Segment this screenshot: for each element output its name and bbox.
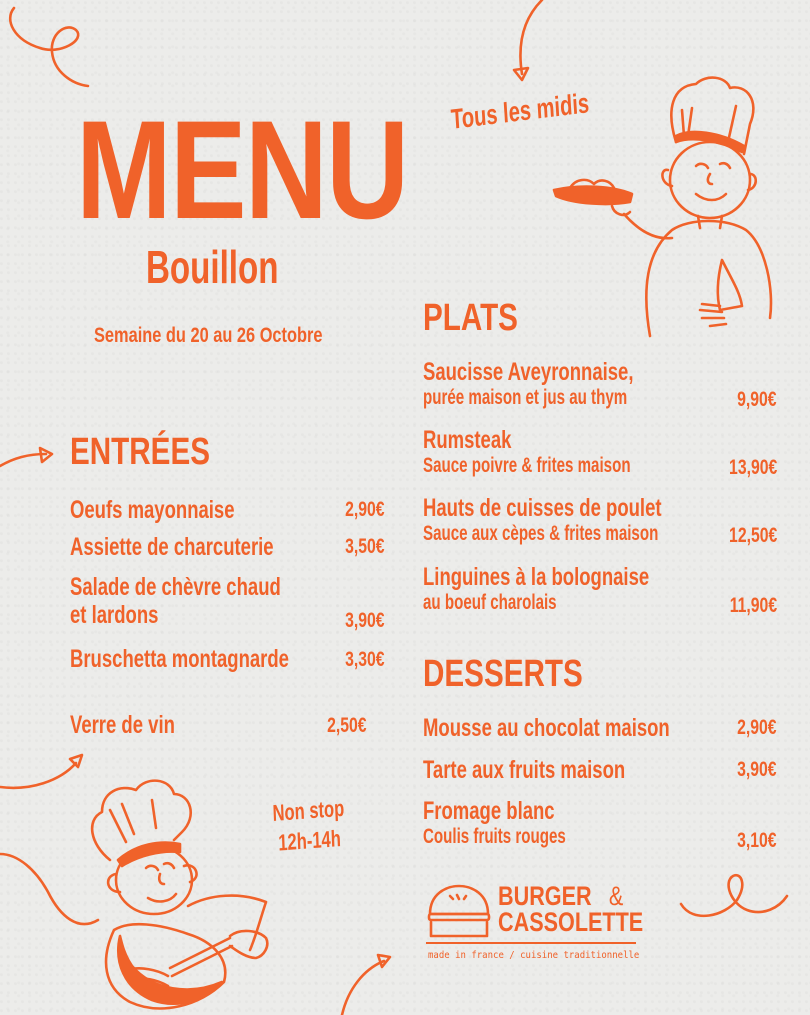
item-description: purée maison et jus au thym (423, 386, 628, 409)
hours-line1: Non stop (272, 794, 345, 826)
plats-title: PLATS (423, 297, 518, 339)
arrow-wine-icon (0, 745, 90, 795)
burger-icon (426, 884, 492, 940)
swirl-top-left-icon (0, 0, 100, 100)
item-price: 11,90€ (729, 594, 777, 617)
menu-item (423, 358, 707, 410)
brand-logo (426, 880, 644, 970)
logo-line1: BURGER & (498, 881, 624, 911)
item-price: 2,90€ (737, 716, 777, 739)
logo-line2: CASSOLETTE (498, 907, 644, 937)
item-price: 2,90€ (345, 498, 385, 521)
logo-tagline: made in france / cuisine traditionnelle (428, 950, 640, 961)
logo-divider (426, 942, 636, 944)
desserts-title: DESSERTS (423, 653, 583, 695)
menu-item (423, 426, 711, 478)
item-price: 3,90€ (737, 758, 777, 781)
menu-item (423, 494, 750, 546)
item-description: Sauce aux cèpes & frites maison (423, 522, 659, 545)
item-name: Assiette de charcuterie (70, 533, 274, 561)
item-name: Tarte aux fruits maison (423, 756, 626, 784)
item-price: 12,50€ (728, 524, 777, 547)
menu-item (70, 533, 345, 561)
lunch-callout: Tous les midis (450, 87, 590, 135)
item-name: Bruschetta montagnarde (70, 645, 289, 673)
drink-item (70, 711, 212, 739)
menu-item (423, 714, 756, 742)
menu-title: MENU (76, 91, 408, 248)
item-name: Mousse au chocolat maison (423, 714, 670, 742)
item-name: Fromage blanc (423, 797, 555, 825)
arrow-entrees-icon (0, 440, 60, 480)
item-price: 3,50€ (345, 535, 385, 558)
menu-item (70, 496, 292, 524)
menu-item (70, 573, 355, 629)
chef-with-bowl-illustration (80, 770, 280, 1010)
item-price: 3,90€ (345, 609, 385, 632)
item-name: Salade de chèvre chaud (70, 573, 281, 601)
item-description: Coulis fruits rouges (423, 825, 566, 848)
drink-price: 2,50€ (327, 714, 367, 737)
item-name: Oeufs mayonnaise (70, 496, 235, 524)
swirl-bottom-right-icon (675, 870, 795, 930)
arrow-logo-icon (330, 945, 400, 1015)
item-name-line2: et lardons (70, 601, 159, 629)
menu-item (423, 756, 696, 784)
item-name: Linguines à la bolognaise (423, 563, 650, 591)
item-name: Hauts de cuisses de poulet (423, 494, 662, 522)
item-price: 3,10€ (737, 829, 777, 852)
logo-ampersand: & (608, 881, 624, 911)
hours-callout (272, 793, 346, 858)
item-name: Rumsteak (423, 426, 512, 454)
item-price: 9,90€ (737, 388, 777, 411)
item-price: 3,30€ (345, 648, 385, 671)
hours-line2: 12h-14h (277, 825, 342, 856)
menu-item (423, 563, 729, 615)
item-description: Sauce poivre & frites maison (423, 454, 631, 477)
entrees-title: ENTRÉES (70, 431, 210, 473)
item-description: au boeuf charolais (423, 591, 557, 614)
item-name: Saucisse Aveyronnaise, (423, 358, 634, 386)
item-price: 13,90€ (728, 456, 777, 479)
menu-item (423, 797, 621, 849)
menu-item (70, 645, 366, 673)
menu-subtitle: Bouillon (146, 241, 279, 293)
item-name: Verre de vin (70, 711, 175, 739)
week-dates: Semaine du 20 au 26 Octobre (94, 324, 323, 347)
